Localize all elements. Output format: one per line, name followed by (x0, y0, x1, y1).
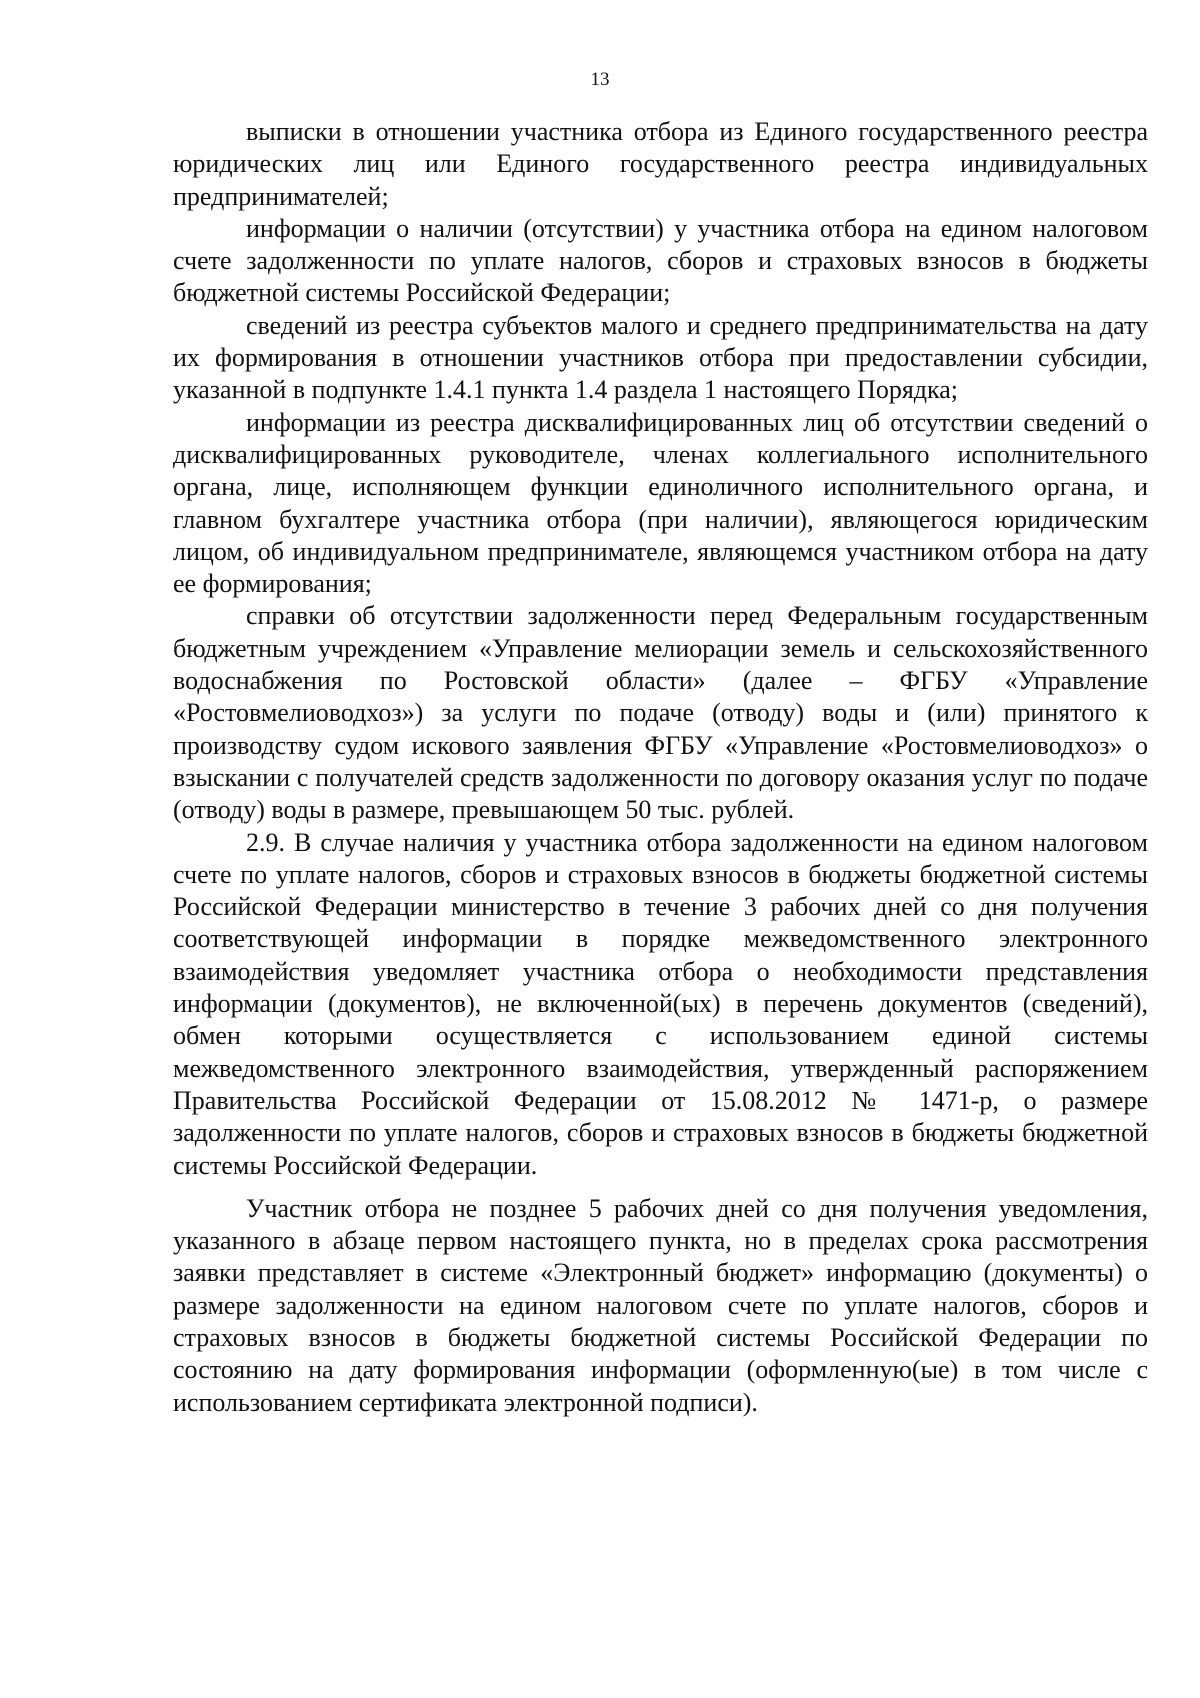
paragraph-participant-deadline: Участник отбора не позднее 5 рабочих дней со дня получения уведомления, указанного в абзаце первом настоящего пункта, но в пределах срока рассмотрения заявки представляет в системе «Электронный бюджет» информацию (документы) о размере задолженности на едином налоговом счете по уплате налогов, сборов и страховых взносов в бюджеты бюджетной системы Российской Федерации по состоянию на дату формирования информации (оформленную(ые) в том числе с использованием сертификата электронной подписи). (173, 1193, 1148, 1417)
paragraph-egrul-extract: выписки в отношении участника отбора из Единого государственного реестра юридических лиц или Единого государственного реестра индивидуальных предпринимателей; (173, 117, 1148, 211)
document-body (173, 116, 1148, 1419)
paragraph-tax-debt-info: информации о наличии (отсутствии) у участника отбора на едином налоговом счете задолженности по уплате налогов, сборов и страховых взносов в бюджеты бюджетной системы Российской Федерации; (173, 213, 1148, 308)
page-number: 13 (590, 69, 610, 90)
paragraph-water-debt-certificate: справки об отсутствии задолженности перед Федеральным государственным бюджетным учреждением «Управление мелиорации земель и сельскохозяйственного водоснабжения по Ростовской области» (далее – ФГБУ «Управление «Ростовмелиоводхоз») за услуги по подаче (отводу) воды и (или) принятого к производству судом искового заявления ФГБУ «Управление «Ростовмелиоводхоз» о взыскании с получателей средств задолженности по договору оказания услуг по подаче (отводу) воды в размере, превышающем 50 тыс. рублей. (173, 601, 1148, 825)
paragraph-sme-registry: сведений из реестра субъектов малого и среднего предпринимательства на дату их формирования в отношении участников отбора при предоставлении субсидии, указанной в подпункте 1.4.1 пункта 1.4 раздела 1 настоящего Порядка; (173, 310, 1148, 405)
paragraph-clause-2-9: 2.9. В случае наличия у участника отбора задолженности на едином налоговом счете по уплате налогов, сборов и страховых взносов в бюджеты бюджетной системы Российской Федерации министерство в течение 3 рабочих дней со дня получения соответствующей информации в порядке межведомственного электронного взаимодействия уведомляет участника отбора о необходимости представления информации (документов), не включенной(ых) в перечень документов (сведений), обмен которыми осуществляется с использованием единой системы межведомственного электронного взаимодействия, утвержденный распоряжением Правительства Российской Федерации от 15.08.2012 № 1471-р, о размере задолженности по уплате налогов, сборов и страховых взносов в бюджеты бюджетной системы Российской Федерации. (173, 827, 1148, 1180)
paragraph-disqualified-persons: информации из реестра дисквалифицированных лиц об отсутствии сведений о дисквалифицированных руководителе, членах коллегиального исполнительного органа, лице, исполняющем функции единоличного исполнительного органа, и главном бухгалтере участника отбора (при наличии), являющегося юридическим лицом, об индивидуальном предпринимателе, являющемся участником отбора на дату ее формирования; (173, 407, 1148, 599)
